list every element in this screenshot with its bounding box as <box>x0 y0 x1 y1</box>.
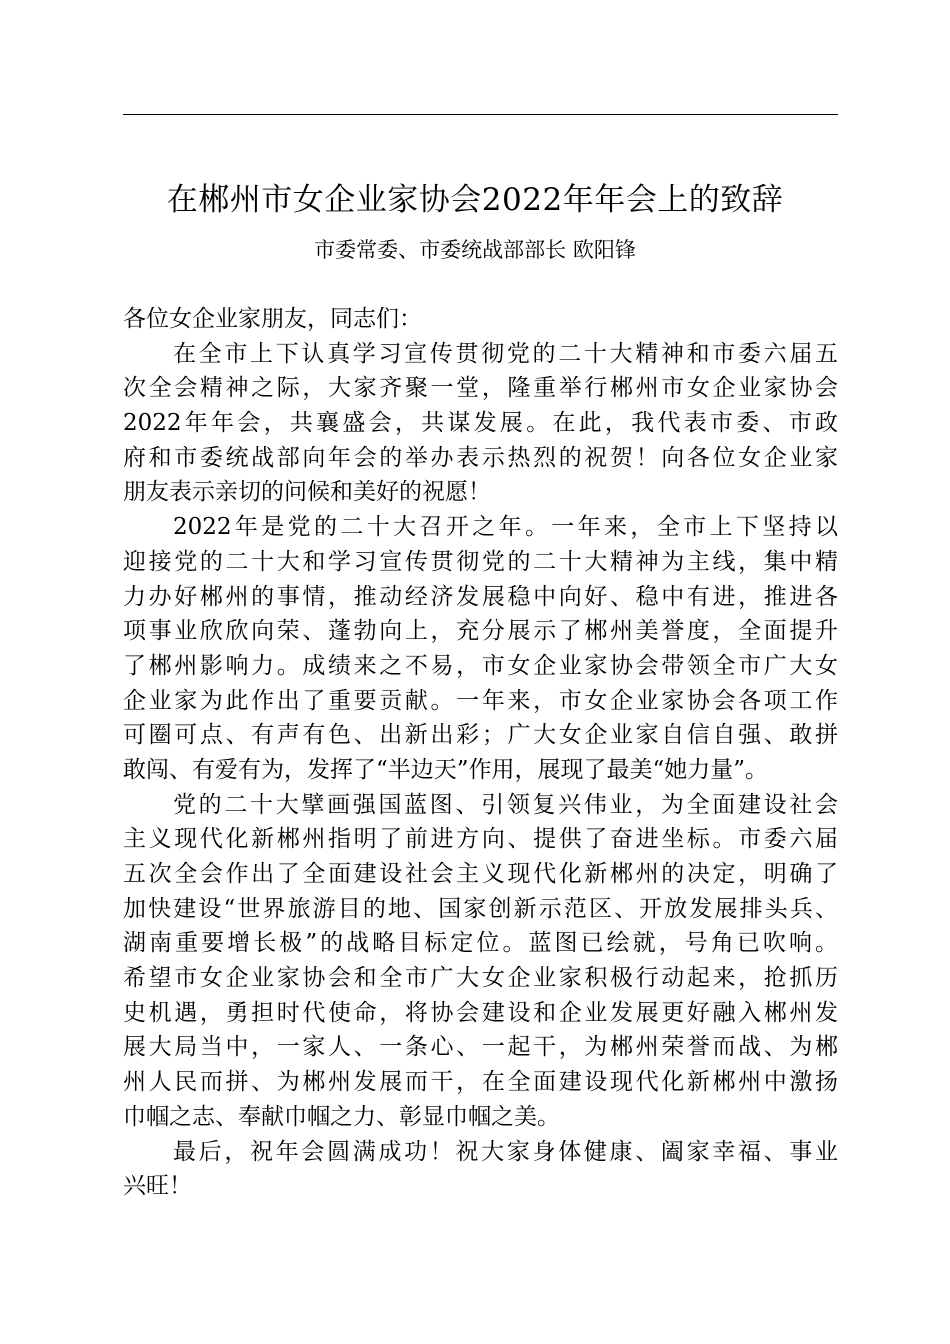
paragraph-4 <box>123 1135 838 1204</box>
salutation: 各位女企业家朋友，同志们： <box>123 306 422 332</box>
paragraph-line: 州人民而拼、为郴州发展而干，在全面建设现代化新郴州中激扬 <box>123 1069 838 1096</box>
paragraph-line: 加快建设“世界旅游目的地、国家创新示范区、开放发展排头兵、 <box>123 895 838 922</box>
paragraph-line: 企业家为此作出了重要贡献。一年来，市女企业家协会各项工作 <box>123 687 838 714</box>
paragraph-line: 朋友表示亲切的问候和美好的祝愿！ <box>123 479 491 506</box>
paragraph-line: 党的二十大擘画强国蓝图、引领复兴伟业，为全面建设社会 <box>173 791 838 818</box>
paragraph-line: 2022年是党的二十大召开之年。一年来，全市上下坚持以 <box>173 514 838 541</box>
paragraph-line: 项事业欣欣向荣、蓬勃向上，充分展示了郴州美誉度，全面提升 <box>123 618 838 645</box>
paragraph-line: 在全市上下认真学习宣传贯彻党的二十大精神和市委六届五 <box>173 340 838 367</box>
paragraph-line: 兴旺！ <box>123 1173 192 1200</box>
paragraph-line: 展大局当中，一家人、一条心、一起干，为郴州荣誉而战、为郴 <box>123 1034 838 1061</box>
paragraph-line: 史机遇，勇担时代使命，将协会建设和企业发展更好融入郴州发 <box>123 999 838 1026</box>
paragraph-line: 了郴州影响力。成绩来之不易，市女企业家协会带领全市广大女 <box>123 652 838 679</box>
paragraph-line: 可圈可点、有声有色、出新出彩；广大女企业家自信自强、敢拼 <box>123 722 838 749</box>
paragraph-line: 五次全会作出了全面建设社会主义现代化新郴州的决定，明确了 <box>123 861 838 888</box>
paragraph-1 <box>123 337 838 510</box>
paragraph-line: 次全会精神之际，大家齐聚一堂，隆重举行郴州市女企业家协会 <box>123 375 838 402</box>
paragraph-2 <box>123 510 838 788</box>
paragraph-line: 府和市委统战部向年会的举办表示热烈的祝贺！向各位女企业家 <box>123 444 838 471</box>
header-rule <box>123 114 838 115</box>
paragraph-line: 主义现代化新郴州指明了前进方向、提供了奋进坐标。市委六届 <box>123 826 838 853</box>
paragraph-line: 2022年年会，共襄盛会，共谋发展。在此，我代表市委、市政 <box>123 410 838 437</box>
paragraph-line: 敢闯、有爱有为，发挥了“半边天”作用，展现了最美“她力量”。 <box>123 756 769 783</box>
paragraph-line: 迎接党的二十大和学习宣传贯彻党的二十大精神为主线，集中精 <box>123 548 838 575</box>
paragraph-line: 力办好郴州的事情，推动经济发展稳中向好、稳中有进，推进各 <box>123 583 838 610</box>
paragraph-line: 巾帼之志、奉献巾帼之力、彰显巾帼之美。 <box>123 1103 560 1130</box>
paragraph-3 <box>123 788 838 1135</box>
paragraph-line: 最后，祝年会圆满成功！祝大家身体健康、阖家幸福、事业 <box>173 1138 838 1165</box>
document-byline: 市委常委、市委统战部部长 欧阳锋 <box>314 238 636 262</box>
paragraph-line: 希望市女企业家协会和全市广大女企业家积极行动起来，抢抓历 <box>123 965 838 992</box>
document-body <box>123 302 838 1204</box>
paragraph-line: 湖南重要增长极”的战略目标定位。蓝图已绘就，号角已吹响。 <box>123 930 838 957</box>
document-title: 在郴州市女企业家协会2022年年会上的致辞 <box>166 182 784 218</box>
